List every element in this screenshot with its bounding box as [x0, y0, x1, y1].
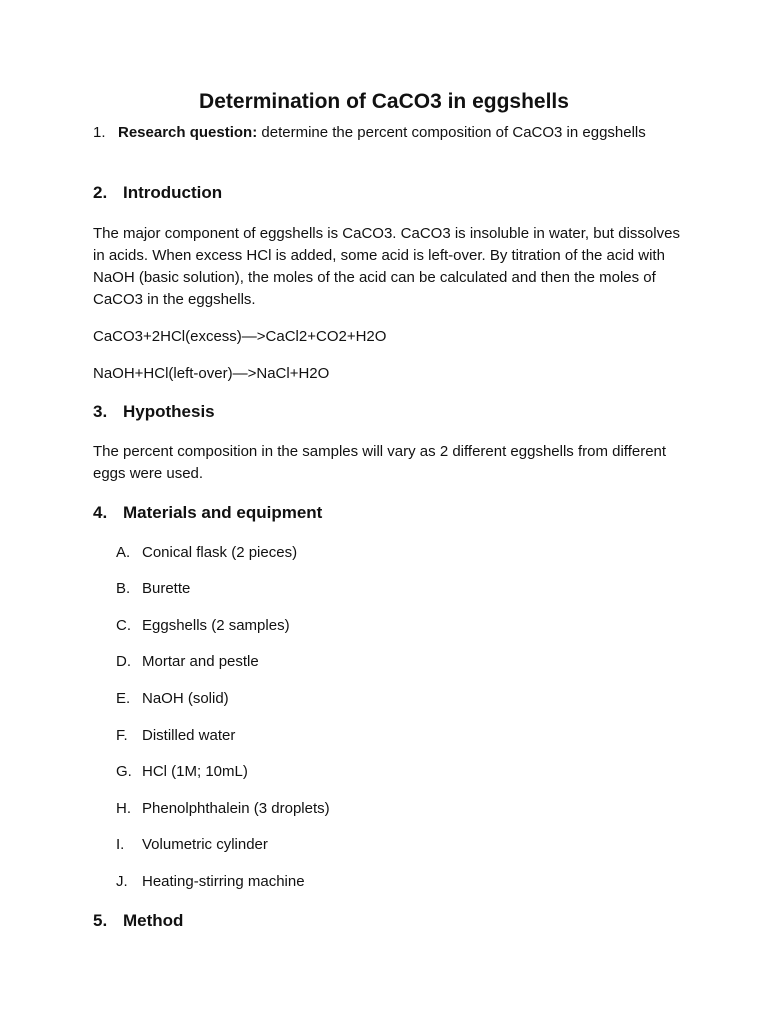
section-title: Method — [123, 911, 184, 930]
section-title: Hypothesis — [123, 402, 215, 421]
list-item — [116, 835, 268, 855]
section-number: 4. — [93, 503, 108, 522]
list-item-letter: F. — [116, 727, 128, 744]
hypothesis-paragraph: The percent composition in the samples will vary as 2 different eggshells from different eggs were used. — [93, 443, 667, 482]
research-question-lead: Research question: — [118, 124, 258, 141]
list-item — [116, 689, 229, 709]
list-item-text: Mortar and pestle — [142, 653, 259, 670]
section-title: Materials and equipment — [123, 503, 323, 522]
document-title: Determination of CaCO3 in eggshells — [199, 90, 569, 113]
list-item-letter: I. — [116, 836, 125, 853]
list-item-text: Conical flask (2 pieces) — [142, 544, 298, 561]
list-item-letter: A. — [116, 544, 131, 561]
list-item-text: Burette — [142, 580, 191, 597]
list-item-letter: J. — [116, 873, 128, 890]
section-heading-hypothesis — [93, 401, 215, 423]
list-item-letter: E. — [116, 690, 131, 707]
research-question-text: determine the percent composition of CaCO3 in eggshells — [257, 124, 646, 141]
section-number: 2. — [93, 183, 108, 202]
list-item-letter: D. — [116, 653, 131, 670]
list-item-text: Volumetric cylinder — [142, 836, 268, 853]
reaction-equation-2: NaOH+HCl(left-over)—>NaCl+H2O — [93, 365, 330, 382]
list-item — [116, 799, 330, 819]
list-item-letter: G. — [116, 763, 132, 780]
research-question-number: 1. — [93, 124, 106, 141]
list-item — [116, 616, 290, 636]
list-item-letter: B. — [116, 580, 131, 597]
list-item-letter: H. — [116, 800, 131, 817]
list-item — [116, 726, 235, 746]
section-title: Introduction — [123, 183, 223, 202]
list-item-text: NaOH (solid) — [142, 690, 229, 707]
research-question-body — [118, 121, 683, 144]
list-item-text: HCl (1M; 10mL) — [142, 763, 248, 780]
list-item-text: Heating-stirring machine — [142, 873, 305, 890]
list-item-text: Eggshells (2 samples) — [142, 617, 290, 634]
reaction-equation-1: CaCO3+2HCl(excess)—>CaCl2+CO2+H2O — [93, 328, 387, 345]
list-item-text: Phenolphthalein (3 droplets) — [142, 800, 330, 817]
list-item — [116, 872, 305, 892]
list-item-text: Distilled water — [142, 727, 236, 744]
section-heading-method — [93, 910, 183, 932]
section-number: 5. — [93, 911, 108, 930]
section-heading-materials — [93, 502, 322, 524]
list-item-letter: C. — [116, 617, 131, 634]
section-heading-introduction — [93, 182, 222, 204]
list-item — [116, 652, 259, 672]
introduction-paragraph: The major component of eggshells is CaCO3. CaCO3 is insoluble in water, but dissolves in acids. When excess HCl is added, some acid is left-over. By titration of the acid with NaOH (basic solution), the moles of the acid can be calculated and then the moles of CaCO3 in the eggshells. — [93, 225, 680, 308]
research-question — [93, 121, 683, 144]
list-item — [116, 579, 190, 599]
section-number: 3. — [93, 402, 108, 421]
list-item — [116, 762, 248, 782]
list-item — [116, 543, 297, 563]
